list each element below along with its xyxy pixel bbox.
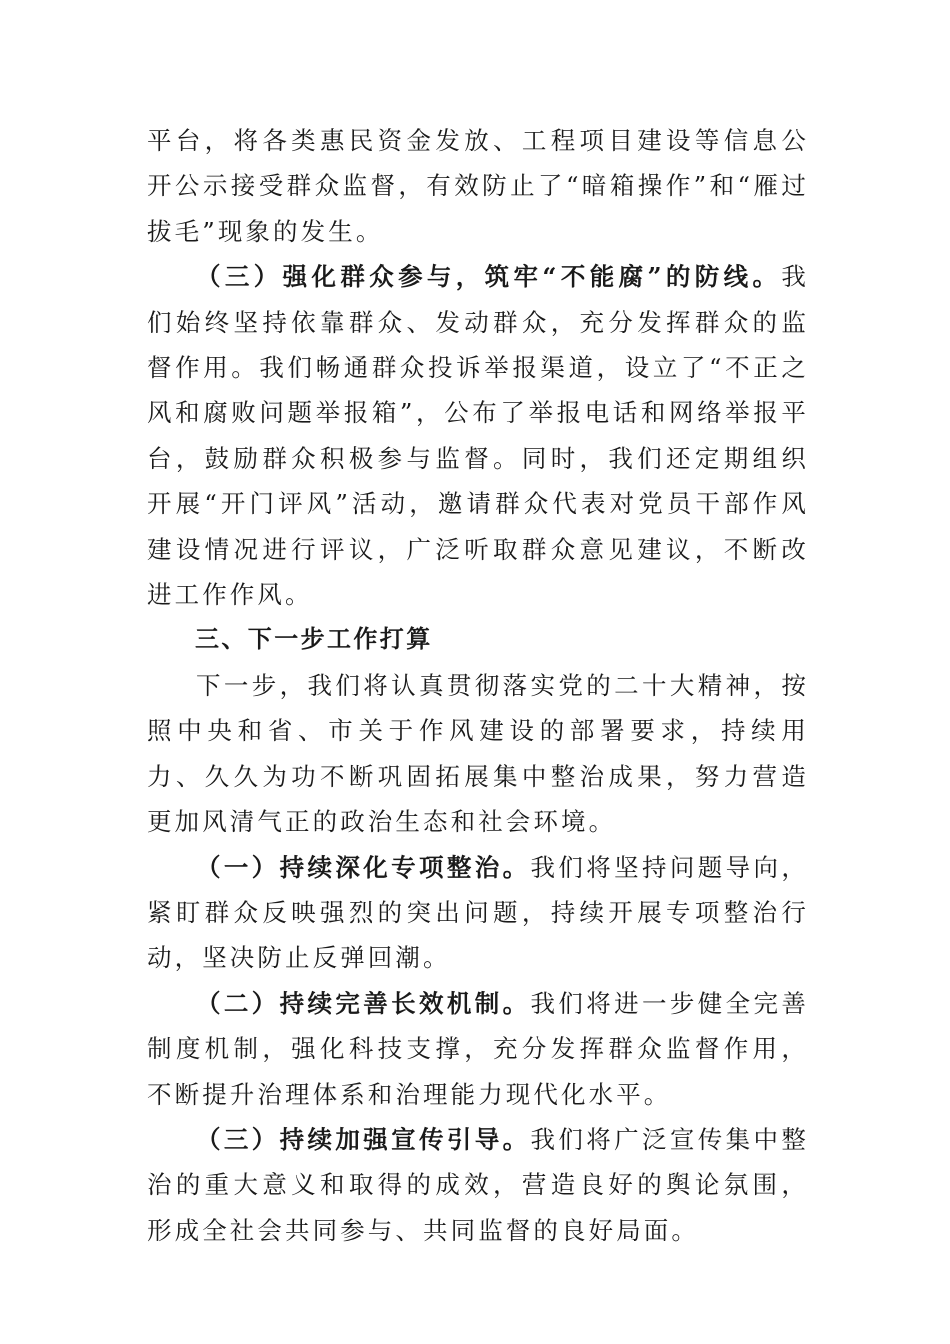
paragraph-text: 我们将坚持问题导向，紧盯群众反映强烈的突出问题，持续开展专项整治行动，坚决防止反弹回潮。 bbox=[147, 852, 809, 973]
paragraph-strengthen-public-participation bbox=[147, 254, 809, 617]
paragraph-text: 我们始终坚持依靠群众、发动群众，充分发挥群众的监督作用。我们畅通群众投诉举报渠道，设立了“不正之风和腐败问题举报箱”，公布了举报电话和网络举报平台，鼓励群众积极参与监督。同时，我们还定期组织开展“开门评风”活动，邀请群众代表对党员干部作风建设情况进行评议，广泛听取群众意见建议，不断改进工作作风。 bbox=[147, 262, 809, 610]
paragraph-text: 平台，将各类惠民资金发放、工程项目建设等信息公开公示接受群众监督，有效防止了“暗箱操作”和“雁过拔毛”现象的发生。 bbox=[147, 126, 809, 246]
paragraph-strengthen-publicity bbox=[147, 1117, 809, 1253]
paragraph-improve-long-term-mechanism bbox=[147, 981, 809, 1117]
paragraph-continuation bbox=[147, 118, 809, 254]
paragraph-lead: （二）持续完善长效机制。 bbox=[196, 988, 531, 1018]
paragraph-lead: （一）持续深化专项整治。 bbox=[196, 852, 531, 882]
section-heading-next-steps: 三、下一步工作打算 bbox=[195, 625, 433, 654]
paragraph-lead: （三）强化群众参与，筑牢“不能腐”的防线。 bbox=[196, 262, 782, 292]
document-body bbox=[147, 118, 809, 1253]
paragraph-text: 我们将进一步健全完善制度机制，强化科技支撑，充分发挥群众监督作用，不断提升治理体系和治理能力现代化水平。 bbox=[147, 988, 809, 1109]
paragraph-text: 我们将广泛宣传集中整治的重大意义和取得的成效，营造良好的舆论氛围，形成全社会共同参与、共同监督的良好局面。 bbox=[147, 1124, 809, 1245]
paragraph-text: 下一步，我们将认真贯彻落实党的二十大精神，按照中央和省、市关于作风建设的部署要求，持续用力、久久为功不断巩固拓展集中整治成果，努力营造更加风清气正的政治生态和社会环境。 bbox=[147, 670, 809, 837]
paragraph-lead: （三）持续加强宣传引导。 bbox=[196, 1124, 531, 1154]
paragraph-deepen-special-rectification bbox=[147, 845, 809, 981]
paragraph-next-steps-intro bbox=[147, 663, 809, 845]
